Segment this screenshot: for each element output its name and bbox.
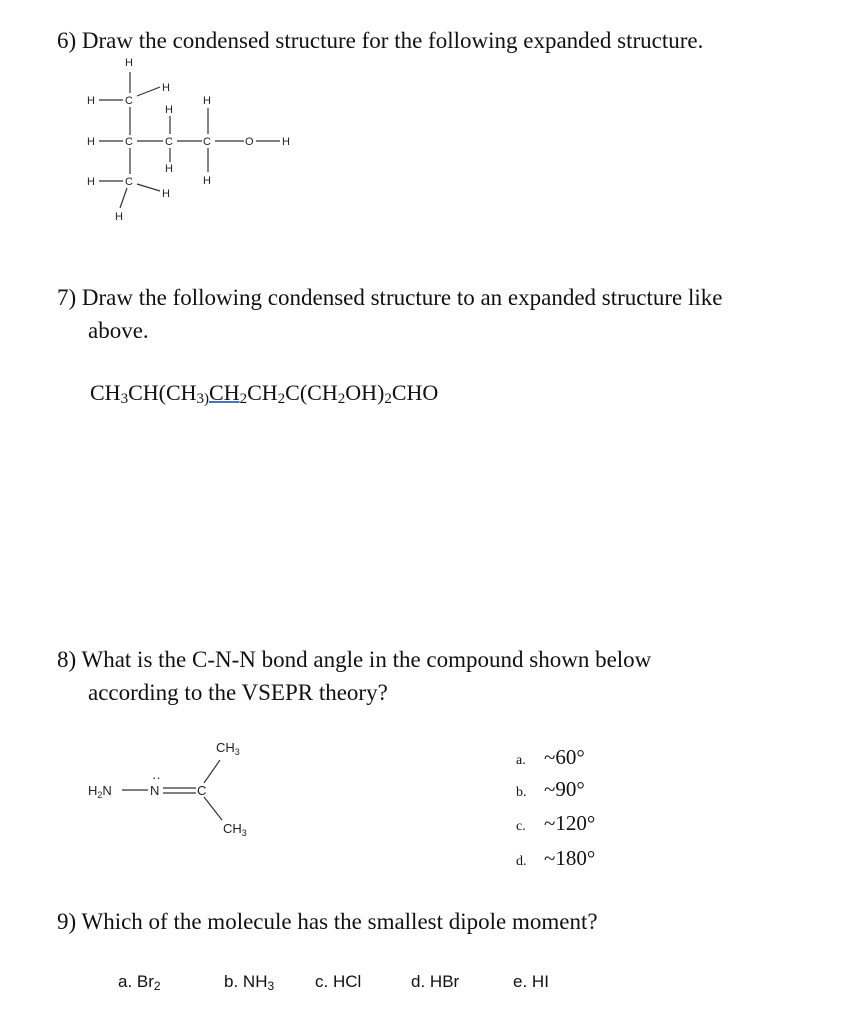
formula-subscript: 2	[384, 391, 392, 407]
atom-h-c5-right: H	[162, 188, 170, 200]
atom-h-c3-top: H	[165, 104, 173, 116]
choice-value: HI	[531, 972, 549, 991]
atom-h-c4-bottom: H	[203, 175, 211, 187]
choice-subscript: 2	[153, 979, 161, 993]
choice-9-c[interactable]	[315, 972, 361, 992]
atom-h-bottom: H	[115, 211, 123, 223]
choice-9-e[interactable]	[513, 972, 549, 992]
atom-c-1: C	[125, 95, 133, 107]
lone-pair-dots: ··	[152, 770, 161, 785]
formula-part: OH)	[345, 380, 385, 405]
question-7-line-2: above.	[88, 318, 149, 343]
formula-subscript: 2	[239, 391, 248, 407]
formula-subscript: 2	[277, 391, 286, 407]
question-7-line-1: 7) Draw the following condensed structure to an expanded structure like	[57, 285, 723, 310]
choice-8-d[interactable]	[516, 846, 595, 871]
choice-9-b[interactable]	[224, 972, 274, 993]
choice-subscript: 3	[267, 979, 275, 993]
choice-value: HCl	[332, 972, 362, 991]
choice-label: a.	[516, 753, 526, 768]
atom-n-imine: N	[150, 783, 160, 798]
question-7-text	[57, 281, 797, 347]
choice-value: NH	[242, 972, 268, 991]
formula-part: C(CH	[285, 380, 338, 405]
atom-h-oh: H	[282, 136, 290, 148]
question-8-text	[57, 643, 773, 709]
hydrazone-bonds	[122, 760, 222, 820]
question-9-text: 9) Which of the molecule has the smallest dipole moment?	[57, 909, 598, 934]
formula-subscript: 3)	[196, 391, 210, 407]
atom-h-c4-top: H	[203, 95, 211, 107]
choice-8-c[interactable]	[516, 811, 595, 836]
condensed-formula	[90, 380, 438, 408]
choice-value: ~60°	[544, 745, 585, 769]
atom-c-2: C	[125, 136, 133, 148]
choice-label: d.	[516, 854, 527, 869]
question-8-line-1: 8) What is the C-N-N bond angle in the compound shown below	[57, 647, 652, 672]
formula-subscript: 3	[120, 391, 129, 407]
atom-c-3: C	[165, 136, 173, 148]
formula-subscript: 2	[337, 391, 346, 407]
atom-c-imine: C	[197, 783, 207, 798]
methyl-top: $CH_3$	[216, 740, 240, 757]
atom-o: O	[245, 136, 254, 148]
choice-label: b.	[224, 972, 239, 991]
choice-value: ~180°	[544, 846, 596, 870]
atom-h-c1-right: H	[162, 82, 170, 94]
choice-9-a[interactable]	[118, 972, 161, 993]
choice-value: ~90°	[544, 777, 585, 801]
choice-label: c.	[315, 972, 329, 991]
atom-h-c3-bottom: H	[165, 163, 173, 175]
formula-part: CH	[247, 380, 278, 405]
choice-8-a[interactable]	[516, 745, 585, 770]
choice-value: Br	[136, 972, 154, 991]
atom-h-left-2: H	[87, 136, 95, 148]
choice-8-b[interactable]	[516, 777, 585, 802]
expanded-structure-molecule	[0, 0, 851, 240]
formula-part: CHO	[391, 380, 439, 405]
choice-label: c.	[516, 819, 526, 834]
choice-label: b.	[516, 785, 527, 800]
atom-h-left-3: H	[87, 176, 95, 188]
formula-part: CH(CH	[128, 380, 197, 405]
h2n-h: $H_2N$	[88, 783, 112, 800]
atom-h-top: H	[125, 57, 133, 69]
question-6-text: 6) Draw the condensed structure for the following expanded structure.	[57, 28, 704, 53]
question-8-line-2: according to the VSEPR theory?	[88, 680, 388, 705]
choice-value: ~120°	[544, 811, 596, 835]
formula-part-underlined: CH	[209, 380, 240, 405]
choice-9-d[interactable]	[411, 972, 459, 992]
atom-h-left-1: H	[87, 95, 95, 107]
atom-c-4: C	[203, 136, 211, 148]
atom-c-5: C	[125, 176, 133, 188]
choice-label: e.	[513, 972, 528, 991]
choice-value: HBr	[429, 972, 460, 991]
choice-label: d.	[411, 972, 426, 991]
formula-part: CH	[90, 380, 121, 405]
methyl-bottom: $CH_3$	[223, 821, 247, 838]
choice-label: a.	[118, 972, 133, 991]
